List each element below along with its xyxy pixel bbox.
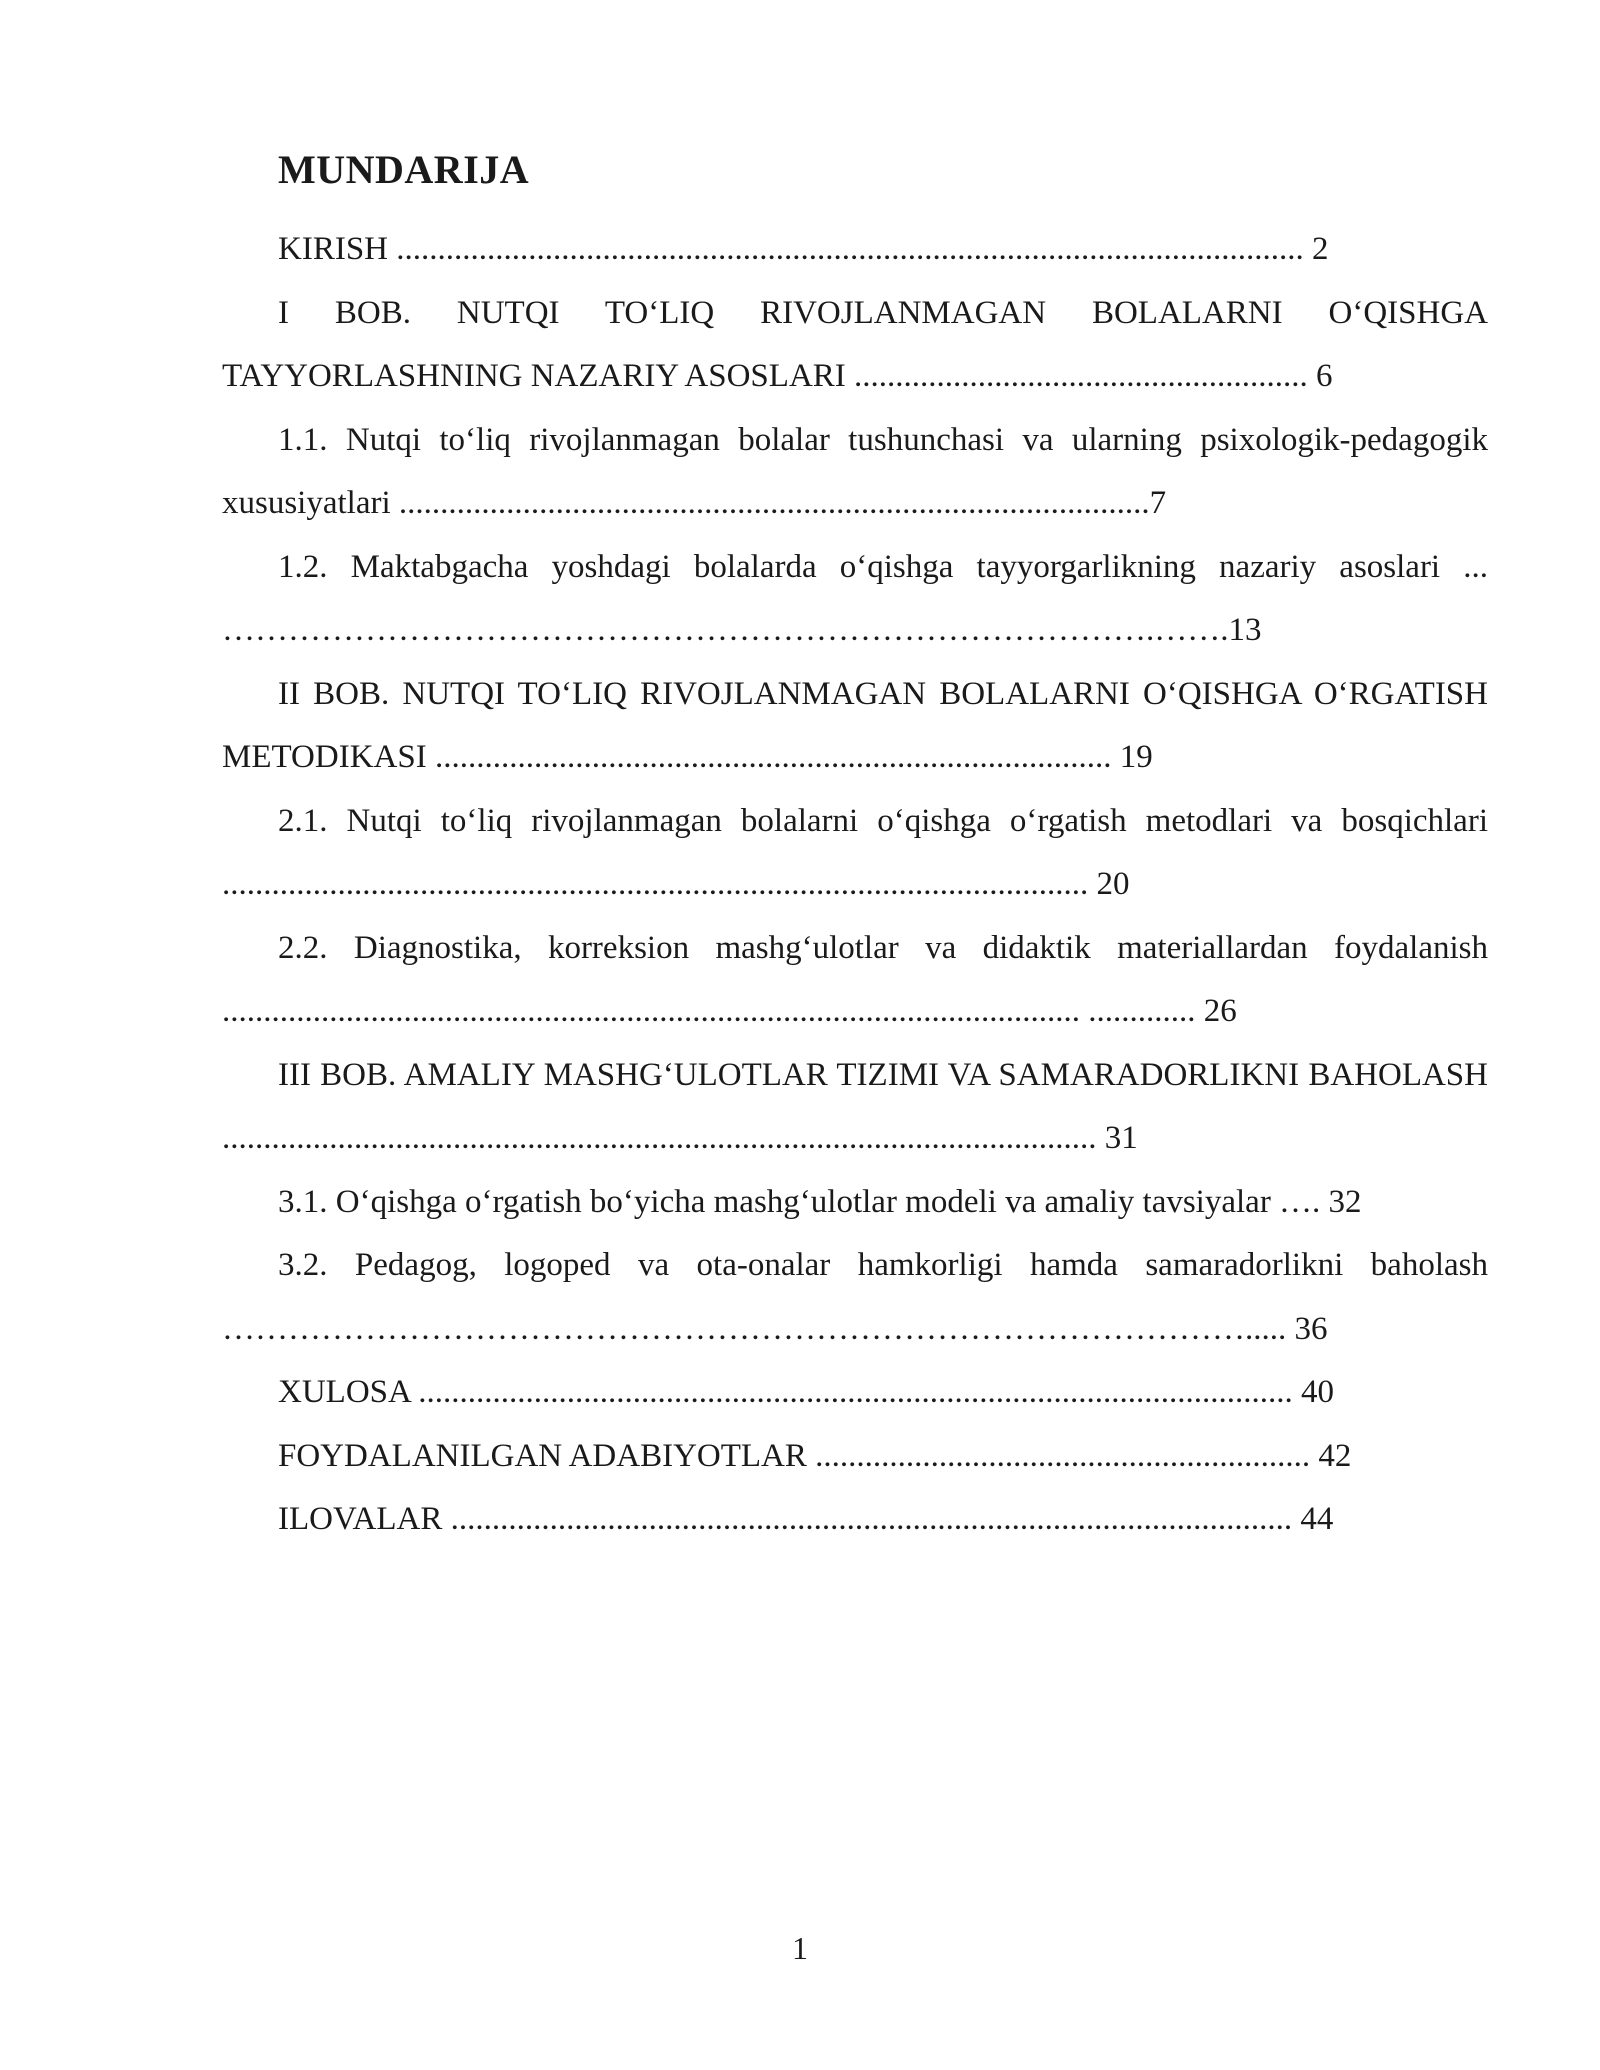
toc-entry-references: FOYDALANILGAN ADABIYOTLAR ............................................................ 42 bbox=[278, 1437, 1352, 1474]
page-title: MUNDARIJA bbox=[278, 147, 530, 192]
toc-entry-chapter-1: I BOB. NUTQI TO‘LIQ RIVOJLANMAGAN BOLALARNI O‘QISHGA TAYYORLASHNING NAZARIY ASOSLARI ....................................................... 6 bbox=[222, 294, 1488, 394]
toc-entry-conclusion: XULOSA .......................................................................................................... 40 bbox=[278, 1374, 1335, 1410]
toc-entry-section-3-2: 3.2. Pedagog, logoped va ota-onalar hamkorligi hamda samaradorlikni baholash …………………………………………………………………………………..... 36 bbox=[222, 1247, 1488, 1347]
toc-entry-appendices: ILOVALAR ...................................................................................................... 44 bbox=[278, 1501, 1334, 1537]
toc-entry-section-3-1: 3.1. O‘qishga o‘rgatish bo‘yicha mashg‘ulotlar modeli va amaliy tavsiyalar …. 32 bbox=[278, 1183, 1362, 1220]
toc-entry-section-1-1: 1.1. Nutqi to‘liq rivojlanmagan bolalar tushunchasi va ularning psixologik-pedagogik xususiyatlari ...........................................................................................7 bbox=[222, 421, 1488, 521]
toc-entry-chapter-2: II BOB. NUTQI TO‘LIQ RIVOJLANMAGAN BOLALARNI O‘QISHGA O‘RGATISH METODIKASI .................................................................................. 19 bbox=[222, 675, 1488, 775]
toc-entry-section-1-2: 1.2. Maktabgacha yoshdagi bolalarda o‘qishga tayyorgarlikning nazariy asoslari ... ………………………………………………………………………….…….13 bbox=[222, 548, 1488, 648]
toc-entry-introduction: KIRISH .............................................................................................................. 2 bbox=[278, 231, 1329, 267]
toc-entry-section-2-2: 2.2. Diagnostika, korreksion mashg‘ulotlar va didaktik materiallardan foydalanish ........................................................................................................ ............. 26 bbox=[222, 929, 1488, 1029]
table-of-contents bbox=[222, 218, 1488, 1552]
page-number: 1 bbox=[792, 1930, 808, 1966]
toc-entry-section-2-1: 2.1. Nutqi to‘liq rivojlanmagan bolalarni o‘qishga o‘rgatish metodlari va bosqichlari ......................................................................................................... 20 bbox=[222, 802, 1488, 902]
toc-entry-chapter-3: III BOB. AMALIY MASHG‘ULOTLAR TIZIMI VA SAMARADORLIKNI BAHOLASH .......................................................................................................... 31 bbox=[222, 1056, 1488, 1156]
